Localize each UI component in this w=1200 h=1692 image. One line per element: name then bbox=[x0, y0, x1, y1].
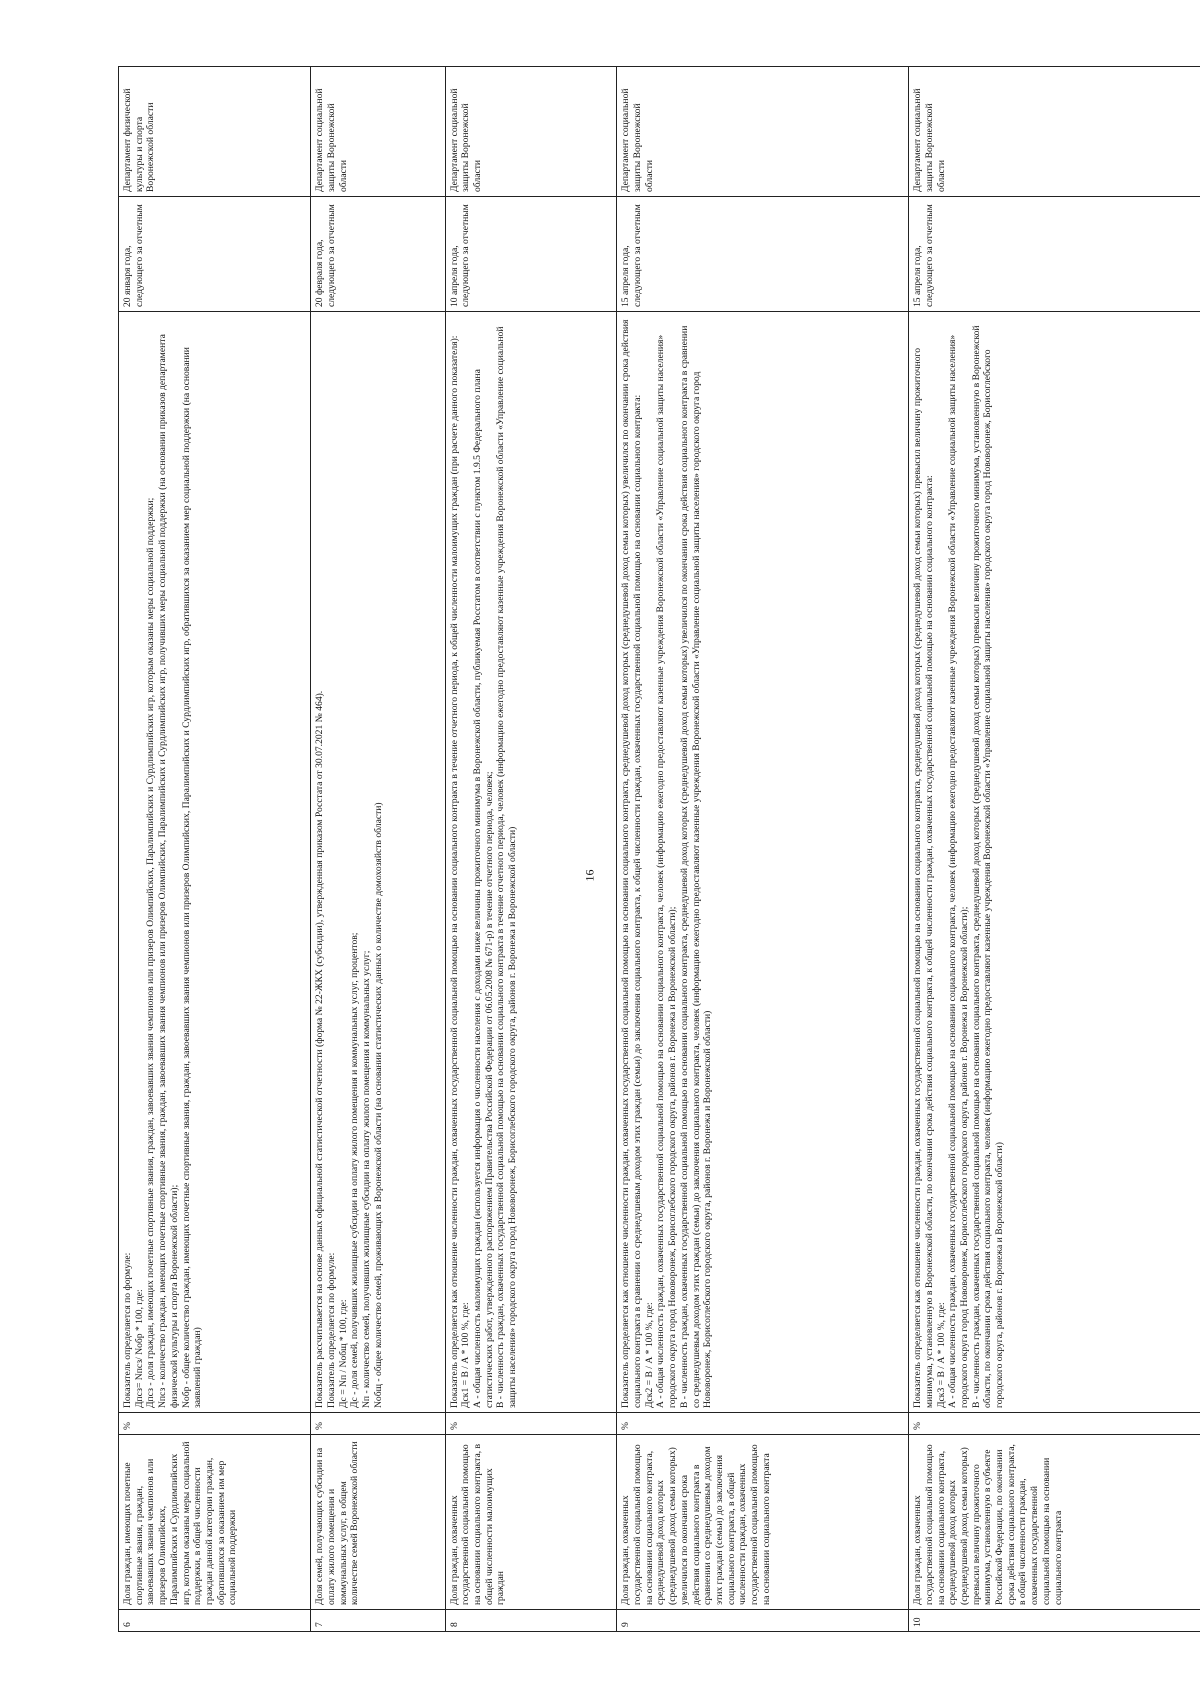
term-cell: 20 февраля года, следующего за отчетным bbox=[311, 197, 445, 312]
page-number: 16 bbox=[582, 869, 597, 882]
rotated-table-wrapper bbox=[118, 66, 1200, 1632]
indicators-table bbox=[118, 66, 1200, 1632]
method-cell bbox=[119, 312, 311, 1413]
table-row bbox=[311, 67, 445, 1632]
method-cell bbox=[909, 312, 1200, 1413]
row-number: 7 bbox=[311, 1610, 445, 1632]
table-row bbox=[617, 67, 909, 1632]
unit-cell: % bbox=[311, 1413, 445, 1435]
method-line: Показатель определяется по формуле: bbox=[122, 1252, 133, 1408]
indicator-name: Доля граждан, охваченных государственной социальной помощью на основании социального контракта, среднедушевой доход которых (среднедушевой доход семьи которых) увеличился по окончании срока действия социального контракта в сравнении со среднедушевым доходом этих граждан (семьи) до заключения социального контракта, в общей численности граждан, охваченных государственной социальной помощью на основании социального контракта bbox=[617, 1435, 909, 1610]
method-line: Показатель определяется по формуле: bbox=[325, 1252, 337, 1408]
indicator-name: Доля граждан, охваченных государственной социальной помощью на основании социального контракта, в общей численности малоимущих граждан bbox=[445, 1435, 617, 1610]
method-line: Nп - количество семей, получивших жилищные субсидии на оплату жилого помещения и коммунальных услуг; bbox=[360, 950, 372, 1408]
indicator-name: Доля граждан, имеющих почетные спортивные звания, граждан, завоевавших звания чемпионов или призеров Олимпийских, Паралимпийских и Сурдлимпийских игр, которым оказаны меры социальной поддержки, в общей численности граждан данной категории граждан, обратившихся за оказанием им мер социальной поддержки bbox=[119, 1435, 311, 1610]
method-line: Дпсз= Nпсз/ Nобр * 100, где: bbox=[133, 1289, 145, 1408]
method-line: А - общая численность граждан, охваченных государственной социальной помощью на основании социального контракта, человек (информацию ежегодно предоставляют казенные учреждения Воронежской области «Управление социальной защиты населения» городского округа город Нововоронеж, Борисоглебского городского округа, районов г. Воронежа и Воронежской области); bbox=[947, 334, 970, 1408]
row-number: 10 bbox=[909, 1610, 1200, 1632]
method-line: А - общая численность граждан, охваченных государственной социальной помощью на основании социального контракта, человек (информацию ежегодно предоставляют казенные учреждения Воронежской области «Управление социальной защиты населения» городского округа город Нововоронеж, Борисоглебского городского округа, районов г. Воронежа и Воронежской области); bbox=[655, 334, 679, 1408]
method-line: Показатель определяется как отношение численности граждан, охваченных государственной социальной помощью на основании социального контракта, среднедушевой доход которых (среднедушевой доход семьи которых) увеличился по окончании срока действия социального контракта в сравнении со среднедушевым доходом этих граждан (семьи) до заключения социального контракта, к общей численности граждан, охваченных государственной социальной помощью на основании социального контракта: bbox=[620, 319, 644, 1408]
method-line: Дск2 = В / А * 100 %, где: bbox=[643, 1302, 655, 1408]
row-number: 6 bbox=[119, 1610, 311, 1632]
method-line: Дск3 = В / А * 100 %, где: bbox=[935, 1302, 947, 1408]
method-line: Дск1 = В / А * 100 %, где: bbox=[460, 1302, 472, 1408]
term-cell: 10 апреля года, следующего за отчетным bbox=[445, 197, 617, 312]
responsible-cell: Департамент социальной защиты Воронежской области bbox=[909, 67, 1200, 197]
unit-cell: % bbox=[909, 1413, 1200, 1435]
indicator-name: Доля граждан, охваченных государственной социальной помощью на основании социального контракта, среднедушевой доход которых (среднедушевой доход семьи которых) превысил величину прожиточного минимума, установленную в субъекте Российской Федерации, по окончании срока действия социального контракта, в общей численности граждан, охваченных государственной социальной помощью на основании социального контракта bbox=[909, 1435, 1200, 1610]
method-line: В - численность граждан, охваченных государственной социальной помощью на основании социального контракта в течение отчетного периода, человек (информацию ежегодно предоставляют казенные учреждения Воронежской области «Управление социальной защиты населения» городского округа город Нововоронеж, Борисоглебского городского округа, районов г. Воронежа и Воронежской области) bbox=[495, 326, 519, 1408]
method-line: Nпсз - количество граждан, имеющих почетные спортивные звания, граждан, завоевавших звания чемпионов или призеров Олимпийских, Паралимпийских и Сурдлимпийских игр, получивших меры социальной поддержки (на основании приказов департамента физической культуры и спорта Воронежской области); bbox=[157, 334, 180, 1408]
method-cell bbox=[617, 312, 909, 1413]
method-line: Nобщ - общее количество семей, проживающих в Воронежской области (на основании статистических данных о количестве домохозяйств области) bbox=[372, 802, 384, 1408]
row-number: 9 bbox=[617, 1610, 909, 1632]
method-line: Показатель определяется как отношение численности граждан, охваченных государственной социальной помощью на основании социального контракта в течение отчетного периода, к общей численности малоимущих граждан (при расчете данного показателя): bbox=[448, 335, 460, 1408]
method-line: А - общая численность малоимущих граждан (используется информация о численности населения с доходами ниже величины прожиточного минимума в Воронежской области, публикуемая Росстатом в соответствии с пунктом 1.9.5 Федерального плана статистических работ, утвержденного распоряжением Правительства Российской Федерации от 06.05.2008 № 671-р) в течение отчетного периода, человек; bbox=[472, 369, 495, 1408]
unit-cell: % bbox=[119, 1413, 311, 1435]
method-line: Nобр - общее количество граждан, имеющих почетные спортивные звания, граждан, завоевавших звания чемпионов или призеров Олимпийских, Паралимпийских и Сурдлимпийских игр, обратившихся за оказанием мер социальной поддержки (на основании заявлений граждан) bbox=[180, 347, 204, 1408]
method-line: В - численность граждан, охваченных государственной социальной помощью на основании социального контракта, среднедушевой доход которых (среднедушевой доход семьи которых) увеличился по окончании срока действия социального контракта в сравнении со среднедушевым доходом этих граждан (семьи) до заключения социального контракта, человек (информацию ежегодно предоставляют казенные учреждения Воронежской области «Управление социальной защиты населения» городского округа город Нововоронеж, Борисоглебского городского округа, районов г. Воронежа и Воронежской области) bbox=[678, 325, 714, 1408]
responsible-cell: Департамент социальной защиты Воронежской области bbox=[617, 67, 909, 197]
method-line: Показатель определяется как отношение численности граждан, охваченных государственной социальной помощью на основании социального контракта, среднедушевой доход которых (среднедушевой доход семьи которых) превысил величину прожиточного минимума, установленную в Воронежской области, по окончании срока действия социального контракта, к общей численности граждан, охваченных государственной социальной помощью на основании социального контракта: bbox=[912, 347, 935, 1408]
unit-cell: % bbox=[617, 1413, 909, 1435]
indicator-name: Доля семей, получающих субсидии на оплату жилого помещения и коммунальных услуг, в общем количестве семей Воронежской области bbox=[311, 1435, 445, 1610]
responsible-cell: Департамент физической культуры и спорта Воронежской области bbox=[119, 67, 311, 197]
term-cell: 20 января года, следующего за отчетным bbox=[119, 197, 311, 312]
table-row bbox=[909, 67, 1200, 1632]
table-row bbox=[119, 67, 311, 1632]
method-line: Дс - доля семей, получивших жилищные субсидии на оплату жилого помещения и коммунальных услуг, процентов; bbox=[349, 932, 361, 1408]
method-cell bbox=[445, 312, 617, 1413]
term-cell: 15 апреля года, следующего за отчетным bbox=[617, 197, 909, 312]
method-line: Показатель рассчитывается на основе данных официальной статистической отчетности (форма № 22-ЖКХ (субсидии), утвержденная приказом Росстата от 30.07.2021 № 464). bbox=[314, 690, 326, 1408]
unit-cell: % bbox=[445, 1413, 617, 1435]
method-cell bbox=[311, 312, 445, 1413]
method-line: В - численность граждан, охваченных государственной социальной помощью на основании социального контракта, среднедушевой доход которых (среднедушевой доход семьи которых) превысил величину прожиточного минимума, установленную в Воронежской области, по окончании срока действия социального контракта, человек (информацию ежегодно предоставляют казенные учреждения Воронежской области «Управление социальной защиты населения» городского округа город Нововоронеж, Борисоглебского городского округа, районов г. Воронежа и Воронежской области) bbox=[970, 325, 1006, 1408]
term-cell: 15 апреля года, следующего за отчетным bbox=[909, 197, 1200, 312]
responsible-cell: Департамент социальной защиты Воронежской области bbox=[311, 67, 445, 197]
row-number: 8 bbox=[445, 1610, 617, 1632]
method-line: Дс = Nп / Nобщ * 100, где: bbox=[337, 1299, 349, 1408]
table-row bbox=[445, 67, 617, 1632]
method-line: Дпсз - доля граждан, имеющих почетные спортивные звания, граждан, завоевавших звания чемпионов или призеров Олимпийских, Паралимпийских и Сурдлимпийских игр, которым оказаны меры социальной поддержки; bbox=[145, 497, 157, 1408]
responsible-cell: Департамент социальной защиты Воронежской области bbox=[445, 67, 617, 197]
